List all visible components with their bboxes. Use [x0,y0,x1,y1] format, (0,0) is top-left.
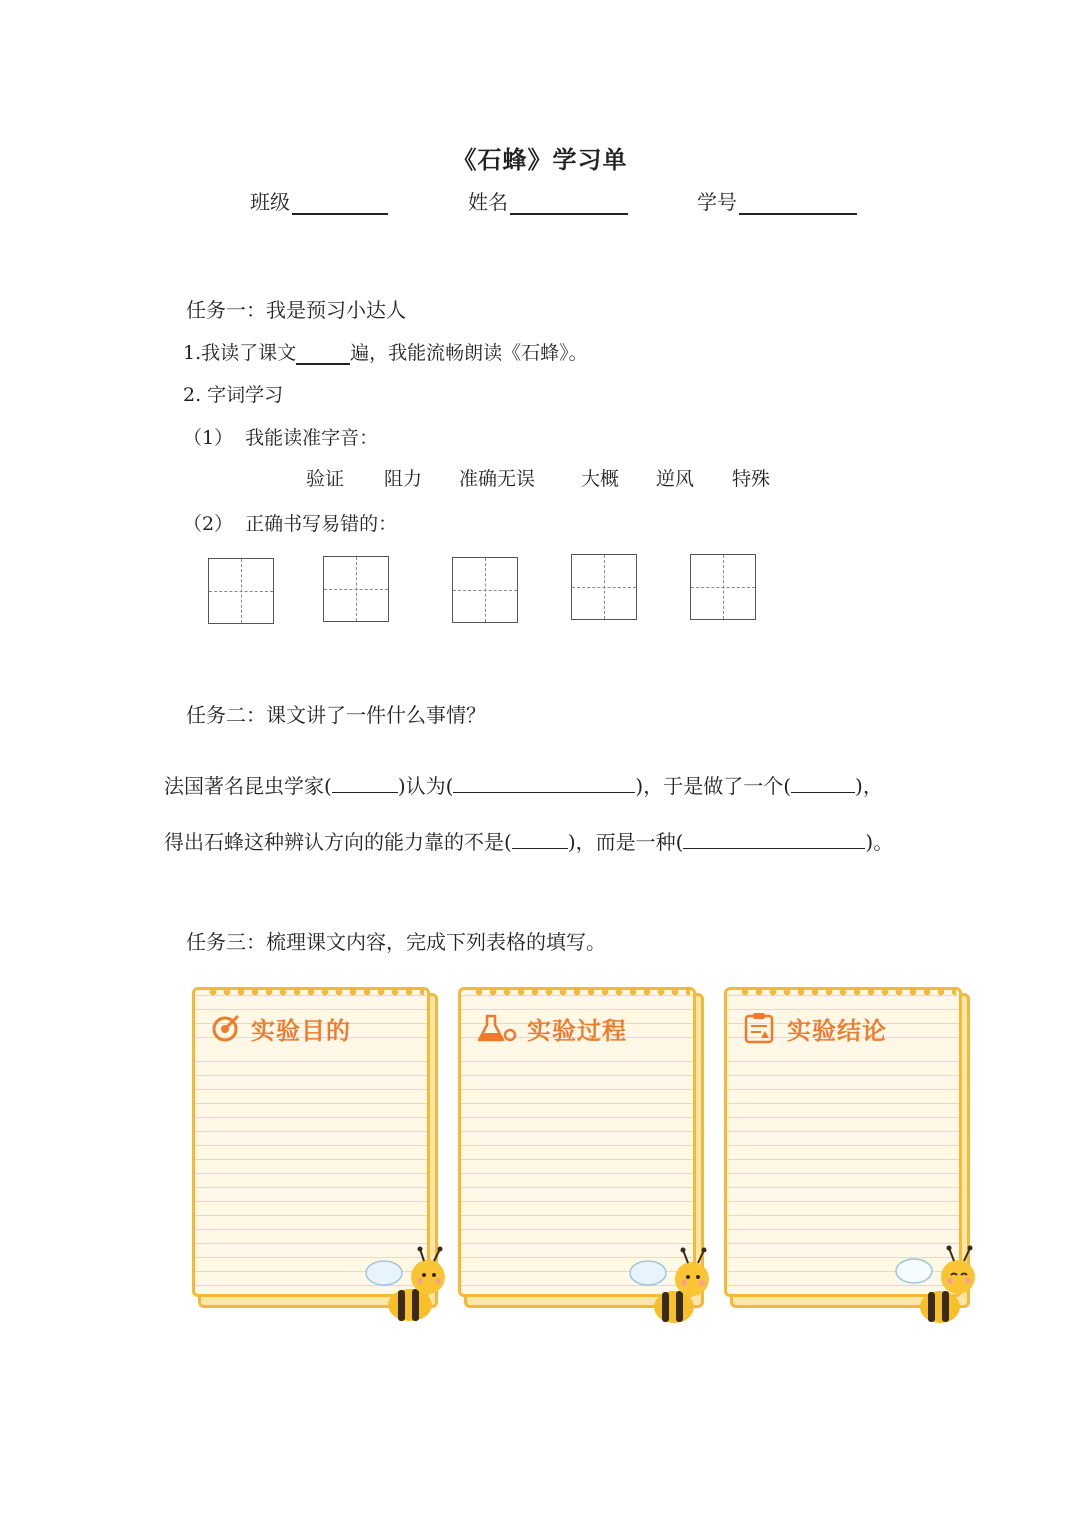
task3-heading: 任务三：梳理课文内容，完成下列表格的填写。 [186,930,606,954]
writing-grid-box[interactable] [323,556,389,622]
task2-line2 [164,826,893,855]
task1-sub1: （1） 我能读准字音： [183,427,379,449]
word-item: 验证 [306,468,345,490]
bee-illustration [894,1243,984,1333]
writing-grid-box[interactable] [452,557,518,623]
ability-blank[interactable] [683,830,865,849]
class-field [250,186,388,215]
task1-sub2: （2） 正确书写易错的： [183,513,398,535]
item1-number: 1. [183,342,202,364]
page-title: 《石蜂》学习单 [452,145,628,174]
not-ability-blank[interactable] [512,830,568,849]
line1-text-d: )， [855,774,883,798]
task2-line1 [164,770,883,799]
card-label: 实验目的 [251,1016,351,1045]
item1-text-b: 遍，我能流畅朗读《石蜂》。 [350,342,588,364]
task1-item1 [183,338,588,365]
word-item: 阻力 [384,468,423,490]
student-id-blank[interactable] [739,189,857,215]
word-item: 准确无误 [459,468,536,490]
line2-text-b: )，而是一种( [567,830,684,854]
conclusion-card[interactable] [724,985,974,1315]
class-label: 班级 [250,190,290,214]
line1-text-b: )认为( [397,774,454,798]
line1-text-c: )，于是做了一个( [635,774,792,798]
bee-illustration [362,1243,452,1333]
card-label: 实验结论 [787,1016,887,1045]
flask-icon [477,1013,517,1043]
item1-text-a: 我读了课文 [201,342,297,364]
line2-text-a: 得出石蜂这种辨认方向的能力靠的不是( [164,830,512,854]
clipboard-icon [743,1012,777,1044]
writing-grid-box[interactable] [571,554,637,620]
target-icon [211,1013,241,1043]
writing-grid-box[interactable] [208,558,274,624]
bee-illustration [628,1243,718,1333]
writing-grid-box[interactable] [690,554,756,620]
name-label: 姓名 [468,190,508,214]
class-blank[interactable] [292,189,388,215]
scientist-blank[interactable] [332,774,398,793]
task1-heading: 任务一：我是预习小达人 [186,298,406,322]
task1-item2: 2. 字词学习 [183,384,284,406]
card-label: 实验过程 [527,1016,627,1045]
student-id-field [697,186,857,215]
word-item: 大概 [581,468,620,490]
experiment-blank[interactable] [791,774,855,793]
name-blank[interactable] [510,189,628,215]
read-count-blank[interactable] [296,343,350,365]
word-item: 逆风 [656,468,695,490]
line1-text-a: 法国著名昆虫学家( [164,774,332,798]
process-card[interactable] [458,985,708,1315]
name-field [468,186,628,215]
line2-text-c: )。 [865,830,894,854]
word-item: 特殊 [732,468,771,490]
belief-blank[interactable] [453,774,635,793]
purpose-card[interactable] [192,985,442,1315]
task2-heading: 任务二：课文讲了一件什么事情？ [186,703,486,727]
student-id-label: 学号 [697,190,737,214]
